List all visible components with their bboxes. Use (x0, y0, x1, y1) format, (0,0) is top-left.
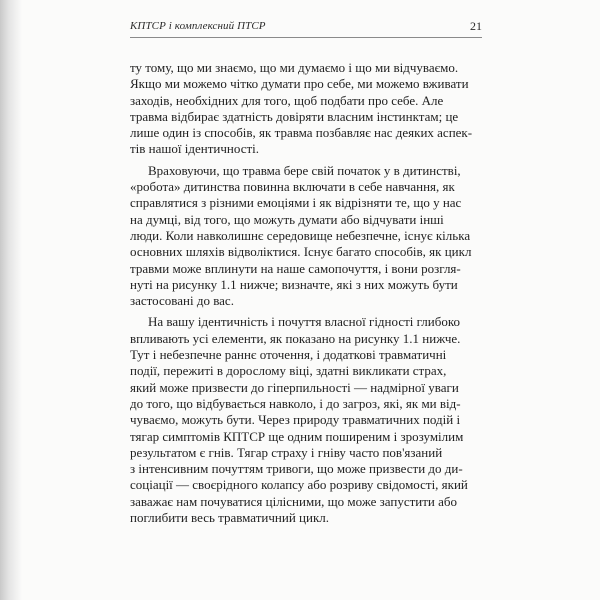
text-line: лише один із способів, як травма позбавляє нас деяких аспек- (130, 125, 473, 141)
text-line: Якщо ми можемо чітко думати про себе, ми можемо вживати (130, 76, 469, 92)
paragraph-3 (130, 314, 482, 526)
text-line: травма відбирає здатність довіряти власним інстинктам; це (130, 108, 459, 124)
text-line: поглибити весь травматичний цикл. (130, 510, 329, 526)
text-line: Враховуючи, що травма бере свій початок у в дитинстві, (148, 162, 461, 178)
text-line: люди. Коли навколишнє середовище небезпечне, існує кілька (130, 227, 471, 243)
text-line: соціації — своєрідного колапсу або розриву свідомості, який (130, 477, 468, 493)
header-rule (130, 37, 482, 38)
page-number: 21 (470, 19, 482, 33)
paragraph-1 (130, 60, 482, 158)
text-line: результатом є гнів. Тягар страху і гніву часто пов'язаний (130, 444, 443, 460)
running-header (130, 20, 482, 38)
text-line: на думці, від того, що можуть думати або відчувати інші (130, 211, 444, 227)
text-line: основних шляхів відволіктися. Існує багато способів, як цикл (130, 244, 472, 260)
page-gutter-shadow (0, 0, 22, 600)
text-line: тів нашої ідентичності. (130, 141, 260, 157)
text-line: «робота» дитинства повинна включати в себе навчання, як (130, 179, 455, 195)
text-line: Тут і небезпечне раннє оточення, і додаткові травматичні (130, 347, 447, 363)
text-line: травми може вплинути на наше самопочуття, і вони розгля- (130, 260, 461, 276)
text-line: до того, що відбувається навколо, і до загроз, які, як ми від- (130, 395, 461, 411)
text-line: заважає нам почуватися цілісними, що може запустити або (130, 493, 458, 509)
text-line: тягар симптомів КПТСР ще одним поширеним і зрозумілим (130, 428, 464, 444)
text-line: впливають усі елементи, як показано на рисунку 1.1 нижче. (130, 330, 461, 346)
text-line: ту тому, що ми знаємо, що ми думаємо і що ми відчуваємо. (130, 60, 459, 75)
text-line: заходів, необхідних для того, щоб подбати про себе. Але (130, 92, 444, 108)
text-line: який може призвести до гіперпильності — надмірної уваги (130, 379, 459, 395)
text-line: нуті на рисунку 1.1 нижче; визначте, які з них можуть бути (130, 276, 458, 292)
running-header-title: КПТСР і комплексний ПТСР (130, 20, 266, 32)
text-line: події, пережиті в дорослому віці, здатні викликати страх, (130, 363, 447, 379)
text-line: з інтенсивним почуттям тривоги, що може призвести до ди- (130, 461, 463, 477)
text-line: На вашу ідентичність і почуття власної гідності глибоко (148, 314, 461, 330)
body-text (130, 60, 482, 531)
text-line: чуваємо, можуть бути. Через природу травматичних подій і (130, 412, 461, 428)
paragraph-2 (130, 163, 482, 310)
text-line: застосовані до вас. (130, 293, 234, 309)
text-line: справлятися з різними емоціями і як відрізняти те, що у нас (130, 195, 462, 211)
